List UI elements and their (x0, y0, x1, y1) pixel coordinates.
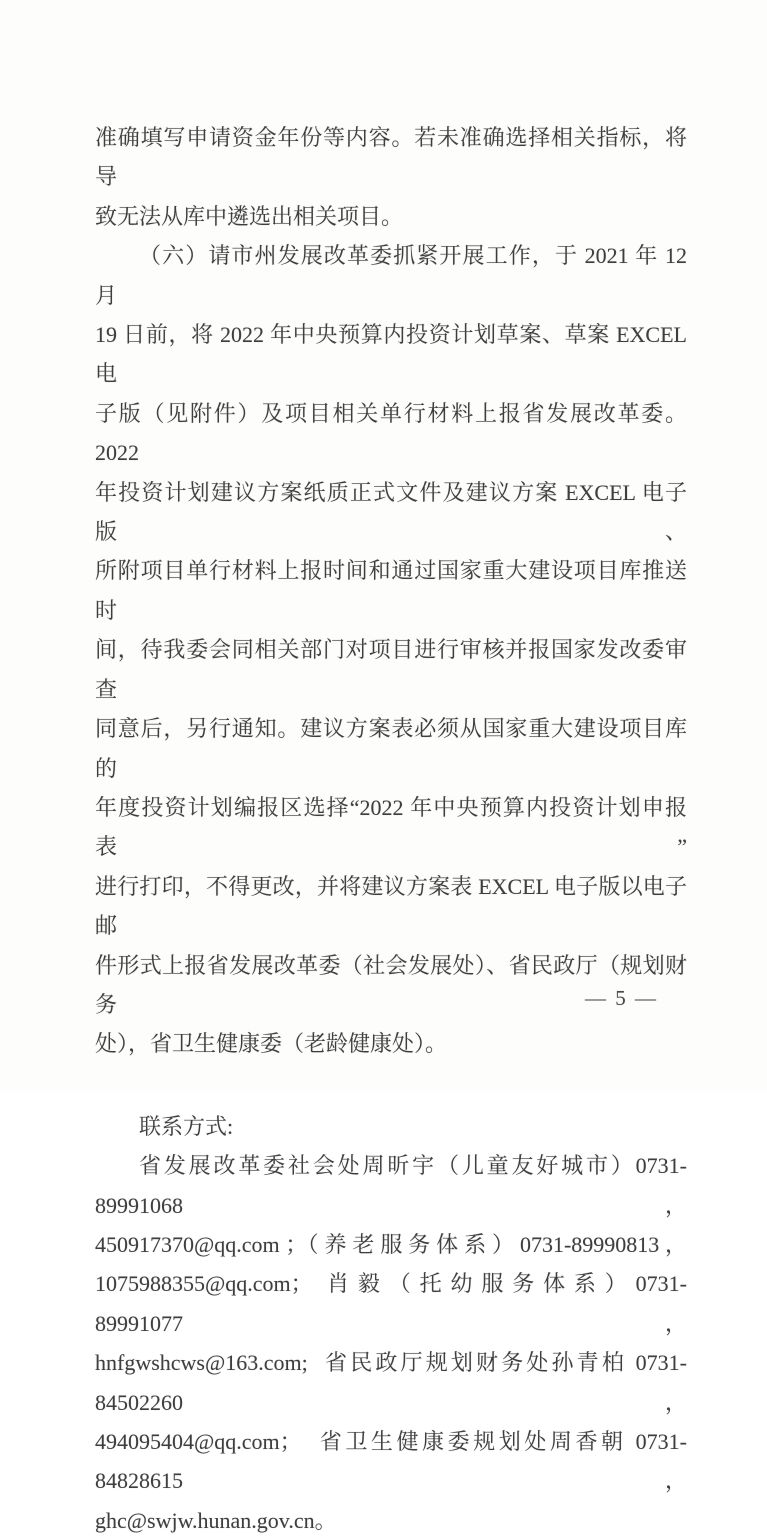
text-line: 省发展改革委社会处周昕宇（儿童友好城市）0731-89991068， (95, 1153, 687, 1218)
text-block (95, 118, 693, 1540)
text-line: hnfgwshcws@163.com; 省民政厅规划财务处孙青柏 0731-84502260， (95, 1350, 687, 1415)
text-line: 450917370@qq.com ；（ 养 老 服 务 体 系 ） 0731-89990813 ， (95, 1231, 687, 1257)
text-line: 494095404@qq.com； 省卫生健康委规划处周香朝 0731-84828615， (95, 1429, 687, 1494)
text-line: 同意后，另行通知。建议方案表必须从国家重大建设项目库的 (95, 716, 687, 781)
text-line: 间，待我委会同相关部门对项目进行审核并报国家发改委审查 (95, 637, 687, 702)
text-line: 进行打印，不得更改，并将建议方案表 EXCEL 电子版以电子邮 (95, 873, 687, 939)
text-line: ghc@swjw.hunan.gov.cn。 (95, 1507, 337, 1533)
text-line: 件形式上报省发展改革委（社会发展处）、省民政厅（规划财务 (95, 952, 687, 1017)
text-line: 子版（见附件）及项目相关单行材料上报省发展改革委。2022 (95, 400, 687, 466)
page-number: — 5 — (585, 986, 658, 1010)
text-line: 年投资计划建议方案纸质正式文件及建议方案 EXCEL 电子版、 (95, 479, 687, 545)
text-line: 致无法从库中遴选出相关项目。 (95, 203, 404, 229)
text-line: 联系方式: (139, 1113, 234, 1139)
text-line: 处），省卫生健康委（老龄健康处）。 (95, 1031, 448, 1057)
text-line: 19 日前，将 2022 年中央预算内投资计划草案、草案 EXCEL 电 (95, 322, 693, 387)
text-line: （六）请市州发展改革委抓紧开展工作，于 2021 年 12 月 (95, 243, 693, 308)
text-line: 1075988355@qq.com； 肖毅（托幼服务体系）0731-89991077， (95, 1271, 687, 1336)
text-line: 所附项目单行材料上报时间和通过国家重大建设项目库推送时 (95, 558, 687, 623)
text-line: 准确填写申请资金年份等内容。若未准确选择相关指标，将导 (95, 125, 687, 190)
text-line: 年度投资计划编报区选择“2022 年中央预算内投资计划申报表” (95, 794, 687, 860)
